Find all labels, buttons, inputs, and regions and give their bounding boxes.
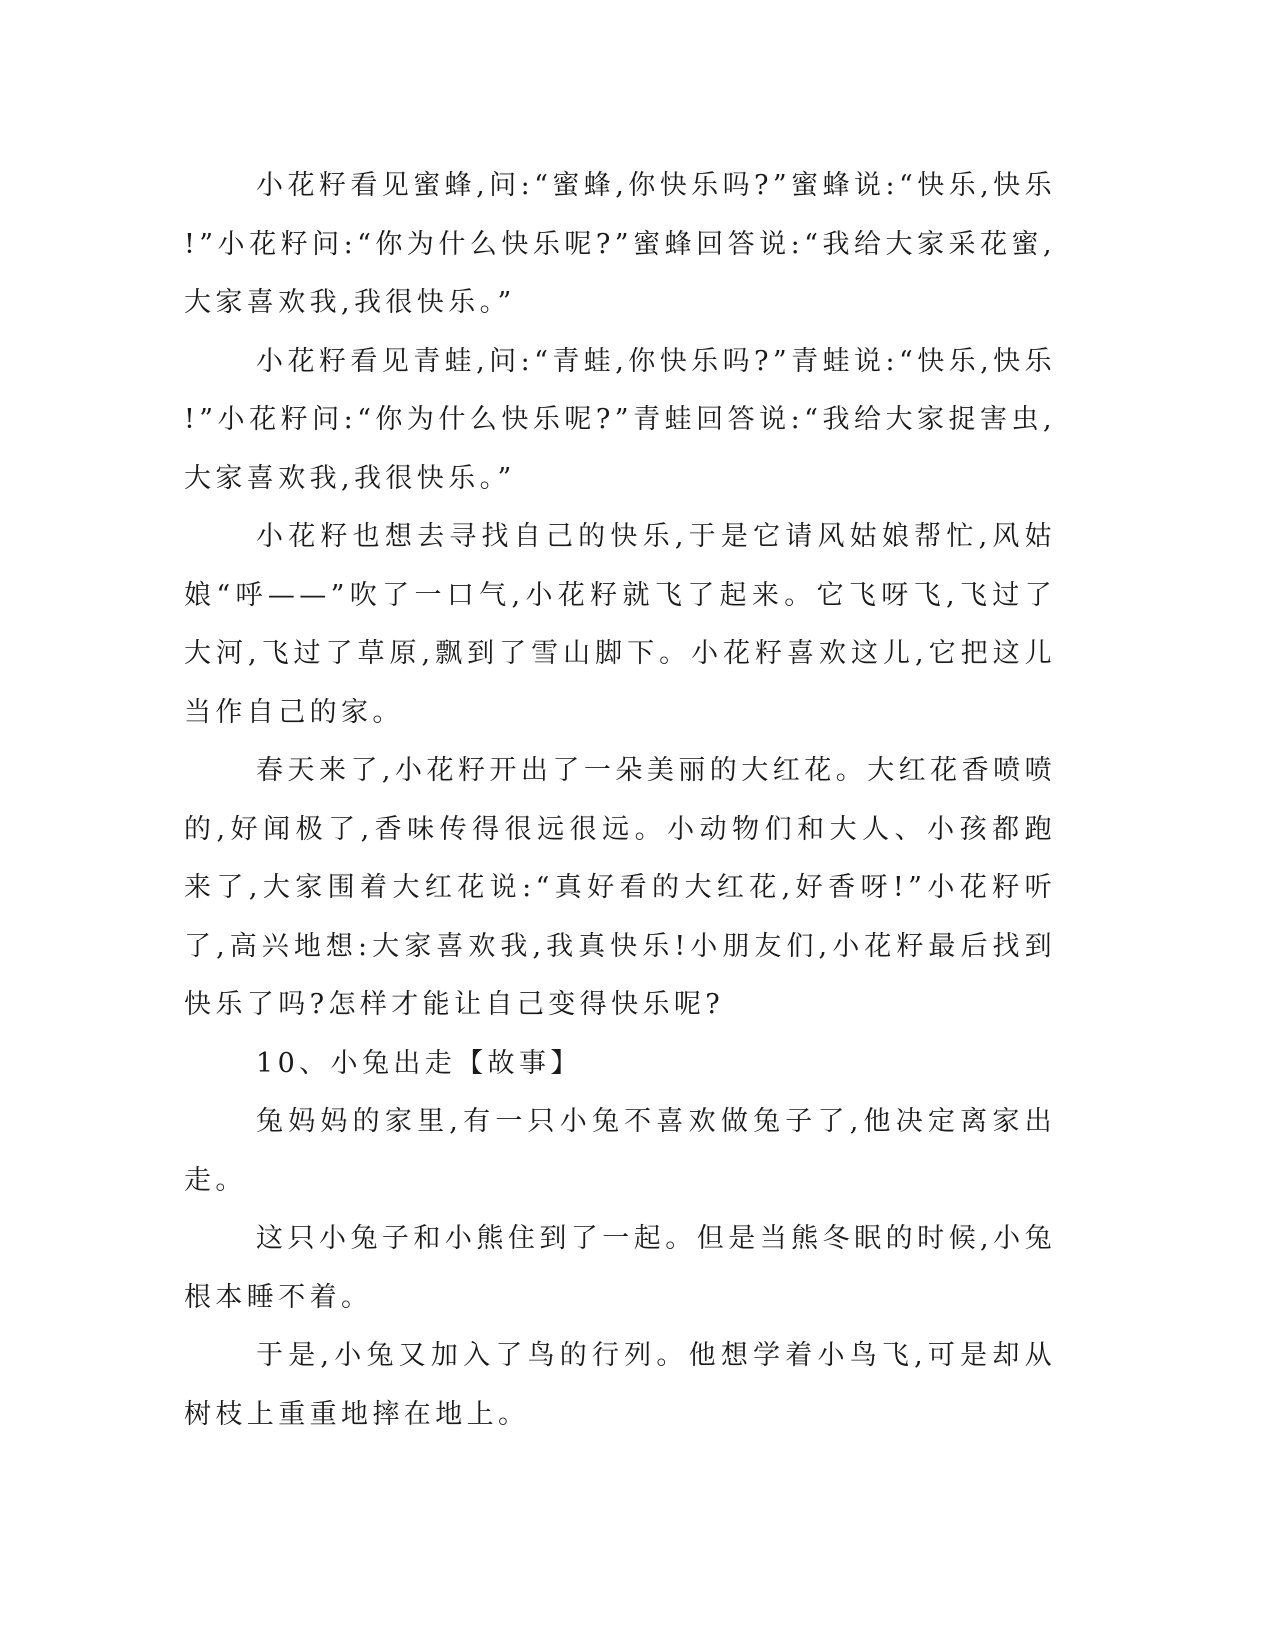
paragraph-rabbit-bird: 于是,小兔又加入了鸟的行列。他想学着小鸟飞,可是却从树枝上重重地摔在地上。 xyxy=(184,1340,1056,1430)
paragraph-bee: 小花籽看见蜜蜂,问:“蜜蜂,你快乐吗?”蜜蜂说:“快乐,快乐!”小花籽问:“你为什么快乐呢?”蜜蜂回答说:“我给大家采花蜜,大家喜欢我,我很快乐。” xyxy=(184,170,1056,318)
paragraph-rabbit-bear: 这只小兔子和小熊住到了一起。但是当熊冬眠的时候,小兔根本睡不着。 xyxy=(184,1223,1056,1313)
paragraph-frog: 小花籽看见青蛙,问:“青蛙,你快乐吗?”青蛙说:“快乐,快乐!”小花籽问:“你为什么快乐呢?”青蛙回答说:“我给大家捉害虫,大家喜欢我,我很快乐。” xyxy=(184,345,1056,494)
paragraph-rabbit-leaves: 兔妈妈的家里,有一只小兔不喜欢做兔子了,他决定离家出走。 xyxy=(184,1106,1056,1196)
section-heading: 10、小兔出走【故事】 xyxy=(256,1047,582,1079)
paragraph-spring: 春天来了,小花籽开出了一朵美丽的大红花。大红花香喷喷的,好闻极了,香味传得很远很远。小动物们和大人、小孩都跑来了,大家围着大红花说:“真好看的大红花,好香呀!”小花籽听了,高兴地想:大家喜欢我,我真快乐!小朋友们,小花籽最后找到快乐了吗?怎样才能让自己变得快乐呢? xyxy=(184,755,1056,1020)
document-body xyxy=(184,157,1056,1444)
paragraph-wind: 小花籽也想去寻找自己的快乐,于是它请风姑娘帮忙,风姑娘“呼——”吹了一口气,小花籽就飞了起来。它飞呀飞,飞过了大河,飞过了草原,飘到了雪山脚下。小花籽喜欢这儿,它把这儿当作自己的家。 xyxy=(184,521,1056,728)
